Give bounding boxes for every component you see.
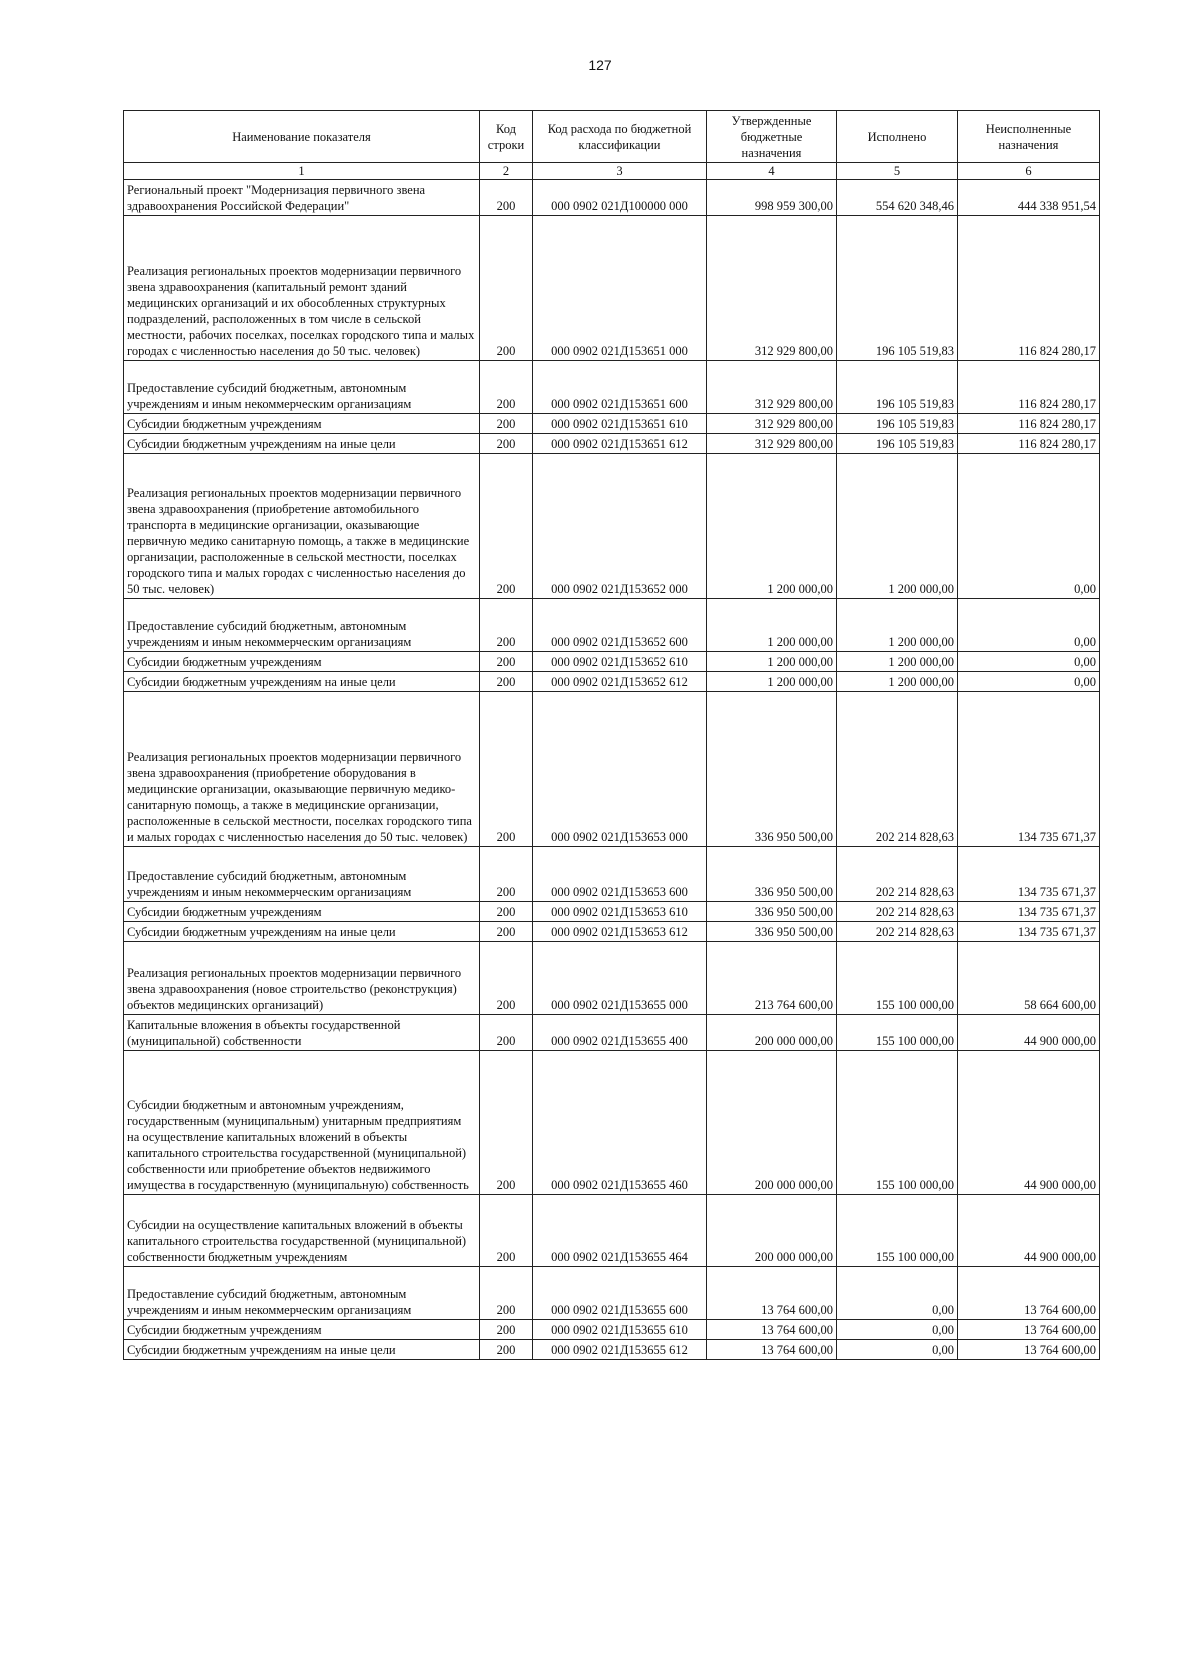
row-name: Реализация региональных проектов модернизации первичного звена здравоохранения (приобретение автомобильного транспорта в медицинские организации, оказывающие первичную медико санитарную помощь, а также в медицинские организации, расположенные в сельской местности, поселках городского типа и малых городах с численностью населения до 50 тыс. человек) [124,454,480,599]
table-row [124,652,1100,672]
row-name: Реализация региональных проектов модернизации первичного звена здравоохранения (приобретение оборудования в медицинские организации, оказывающие первичную медико-санитарную помощь, а также в медицинские организации, расположенные в сельской местности, поселках городского типа и малых городах с численностью населения до 50 тыс. человек) [124,692,480,847]
row-line-code: 200 [480,361,533,414]
row-unexecuted: 444 338 951,54 [958,180,1100,216]
table-row [124,692,1100,847]
row-line-code: 200 [480,1051,533,1195]
row-line-code: 200 [480,1015,533,1051]
row-approved: 13 764 600,00 [707,1267,837,1320]
row-executed: 1 200 000,00 [837,599,958,652]
table-row [124,1051,1100,1195]
column-number: 1 [124,163,480,180]
header-executed: Исполнено [837,111,958,163]
row-budget-code: 000 0902 021Д153653 000 [533,692,707,847]
row-name: Субсидии бюджетным учреждениям на иные цели [124,672,480,692]
row-executed: 0,00 [837,1267,958,1320]
row-executed: 0,00 [837,1320,958,1340]
row-unexecuted: 116 824 280,17 [958,434,1100,454]
row-name: Субсидии бюджетным учреждениям на иные цели [124,922,480,942]
row-name: Предоставление субсидий бюджетным, автономным учреждениям и иным некоммерческим организациям [124,1267,480,1320]
row-line-code: 200 [480,414,533,434]
row-unexecuted: 44 900 000,00 [958,1015,1100,1051]
row-name: Региональный проект "Модернизация первичного звена здравоохранения Российской Федерации" [124,180,480,216]
row-executed: 1 200 000,00 [837,652,958,672]
row-name: Предоставление субсидий бюджетным, автономным учреждениям и иным некоммерческим организациям [124,847,480,902]
table-row [124,216,1100,361]
table-row [124,942,1100,1015]
row-approved: 336 950 500,00 [707,847,837,902]
row-budget-code: 000 0902 021Д153655 000 [533,942,707,1015]
row-unexecuted: 134 735 671,37 [958,692,1100,847]
table-row [124,434,1100,454]
row-unexecuted: 116 824 280,17 [958,361,1100,414]
row-executed: 155 100 000,00 [837,1051,958,1195]
page-number: 127 [588,57,612,73]
row-name: Реализация региональных проектов модернизации первичного звена здравоохранения (капитальный ремонт зданий медицинских организаций и их обособленных структурных подразделений, расположенных в том числе в сельской местности, рабочих поселках, поселках городского типа и малых городах с численностью населения до 50 тыс. человек) [124,216,480,361]
row-unexecuted: 116 824 280,17 [958,216,1100,361]
row-executed: 196 105 519,83 [837,414,958,434]
row-executed: 554 620 348,46 [837,180,958,216]
row-line-code: 200 [480,847,533,902]
row-executed: 202 214 828,63 [837,692,958,847]
row-approved: 200 000 000,00 [707,1195,837,1267]
header-indicator-name: Наименование показателя [124,111,480,163]
row-name: Капитальные вложения в объекты государственной (муниципальной) собственности [124,1015,480,1051]
row-line-code: 200 [480,1267,533,1320]
table-row [124,1195,1100,1267]
row-approved: 200 000 000,00 [707,1015,837,1051]
row-unexecuted: 0,00 [958,454,1100,599]
table-row [124,847,1100,902]
row-executed: 155 100 000,00 [837,1015,958,1051]
row-budget-code: 000 0902 021Д153652 610 [533,652,707,672]
row-approved: 1 200 000,00 [707,454,837,599]
row-line-code: 200 [480,692,533,847]
table-row [124,1015,1100,1051]
row-budget-code: 000 0902 021Д153653 610 [533,902,707,922]
row-budget-code: 000 0902 021Д153655 600 [533,1267,707,1320]
row-name: Субсидии бюджетным учреждениям [124,1320,480,1340]
row-budget-code: 000 0902 021Д153655 612 [533,1340,707,1360]
row-unexecuted: 13 764 600,00 [958,1340,1100,1360]
row-executed: 196 105 519,83 [837,361,958,414]
row-approved: 1 200 000,00 [707,652,837,672]
header-budget-code: Код расхода по бюджетной классификации [533,111,707,163]
row-approved: 998 959 300,00 [707,180,837,216]
row-name: Предоставление субсидий бюджетным, автономным учреждениям и иным некоммерческим организациям [124,361,480,414]
row-unexecuted: 44 900 000,00 [958,1051,1100,1195]
row-approved: 213 764 600,00 [707,942,837,1015]
row-budget-code: 000 0902 021Д153652 000 [533,454,707,599]
row-name: Реализация региональных проектов модернизации первичного звена здравоохранения (новое строительство (реконструкция) объектов медицинских организаций) [124,942,480,1015]
table-row [124,414,1100,434]
row-line-code: 200 [480,902,533,922]
table-row [124,922,1100,942]
row-budget-code: 000 0902 021Д100000 000 [533,180,707,216]
column-number: 2 [480,163,533,180]
table-row [124,902,1100,922]
row-approved: 312 929 800,00 [707,434,837,454]
row-unexecuted: 58 664 600,00 [958,942,1100,1015]
column-number: 3 [533,163,707,180]
table-row [124,1320,1100,1340]
budget-report-table [123,110,1100,1360]
row-approved: 1 200 000,00 [707,672,837,692]
row-line-code: 200 [480,1195,533,1267]
row-line-code: 200 [480,652,533,672]
row-unexecuted: 134 735 671,37 [958,902,1100,922]
row-line-code: 200 [480,454,533,599]
row-budget-code: 000 0902 021Д153653 600 [533,847,707,902]
row-unexecuted: 13 764 600,00 [958,1267,1100,1320]
row-unexecuted: 13 764 600,00 [958,1320,1100,1340]
row-line-code: 200 [480,1320,533,1340]
table-row [124,599,1100,652]
row-unexecuted: 0,00 [958,652,1100,672]
row-unexecuted: 134 735 671,37 [958,922,1100,942]
table-row [124,1267,1100,1320]
row-line-code: 200 [480,1340,533,1360]
row-executed: 155 100 000,00 [837,942,958,1015]
row-budget-code: 000 0902 021Д153651 610 [533,414,707,434]
row-budget-code: 000 0902 021Д153652 600 [533,599,707,652]
row-approved: 336 950 500,00 [707,902,837,922]
column-number: 6 [958,163,1100,180]
row-budget-code: 000 0902 021Д153655 400 [533,1015,707,1051]
header-approved: Утвержденные бюджетные назначения [707,111,837,163]
row-approved: 312 929 800,00 [707,361,837,414]
row-name: Субсидии бюджетным учреждениям на иные цели [124,434,480,454]
row-line-code: 200 [480,672,533,692]
row-budget-code: 000 0902 021Д153651 612 [533,434,707,454]
row-line-code: 200 [480,922,533,942]
row-executed: 155 100 000,00 [837,1195,958,1267]
row-executed: 1 200 000,00 [837,454,958,599]
table-row [124,1340,1100,1360]
column-number: 4 [707,163,837,180]
row-budget-code: 000 0902 021Д153651 600 [533,361,707,414]
row-line-code: 200 [480,434,533,454]
header-unexecuted: Неисполненные назначения [958,111,1100,163]
row-approved: 13 764 600,00 [707,1340,837,1360]
row-line-code: 200 [480,942,533,1015]
row-budget-code: 000 0902 021Д153651 000 [533,216,707,361]
header-line-code: Код строки [480,111,533,163]
row-line-code: 200 [480,216,533,361]
row-unexecuted: 44 900 000,00 [958,1195,1100,1267]
row-unexecuted: 116 824 280,17 [958,414,1100,434]
row-line-code: 200 [480,599,533,652]
row-name: Предоставление субсидий бюджетным, автономным учреждениям и иным некоммерческим организациям [124,599,480,652]
row-budget-code: 000 0902 021Д153655 464 [533,1195,707,1267]
row-executed: 1 200 000,00 [837,672,958,692]
row-budget-code: 000 0902 021Д153652 612 [533,672,707,692]
row-approved: 13 764 600,00 [707,1320,837,1340]
row-name: Субсидии бюджетным учреждениям [124,652,480,672]
row-name: Субсидии бюджетным учреждениям [124,414,480,434]
row-budget-code: 000 0902 021Д153653 612 [533,922,707,942]
row-name: Субсидии бюджетным и автономным учреждениям, государственным (муниципальным) унитарным предприятиям на осуществление капитальных вложений в объекты капитального строительства государственной (муниципальной) собственности или приобретение объектов недвижимого имущества в государственную (муниципальную) собственность [124,1051,480,1195]
table-row [124,361,1100,414]
column-number: 5 [837,163,958,180]
row-approved: 336 950 500,00 [707,692,837,847]
row-approved: 336 950 500,00 [707,922,837,942]
row-executed: 0,00 [837,1340,958,1360]
row-name: Субсидии бюджетным учреждениям на иные цели [124,1340,480,1360]
row-budget-code: 000 0902 021Д153655 460 [533,1051,707,1195]
row-executed: 196 105 519,83 [837,434,958,454]
row-unexecuted: 0,00 [958,599,1100,652]
header-row [124,111,1100,163]
table-row [124,180,1100,216]
row-line-code: 200 [480,180,533,216]
table-row [124,672,1100,692]
row-unexecuted: 134 735 671,37 [958,847,1100,902]
row-executed: 196 105 519,83 [837,216,958,361]
row-executed: 202 214 828,63 [837,902,958,922]
table-row [124,454,1100,599]
column-number-row [124,163,1100,180]
row-executed: 202 214 828,63 [837,847,958,902]
row-unexecuted: 0,00 [958,672,1100,692]
row-name: Субсидии на осуществление капитальных вложений в объекты капитального строительства государственной (муниципальной) собственности бюджетным учреждениям [124,1195,480,1267]
row-approved: 312 929 800,00 [707,216,837,361]
row-approved: 1 200 000,00 [707,599,837,652]
row-name: Субсидии бюджетным учреждениям [124,902,480,922]
row-approved: 312 929 800,00 [707,414,837,434]
row-approved: 200 000 000,00 [707,1051,837,1195]
row-executed: 202 214 828,63 [837,922,958,942]
row-budget-code: 000 0902 021Д153655 610 [533,1320,707,1340]
